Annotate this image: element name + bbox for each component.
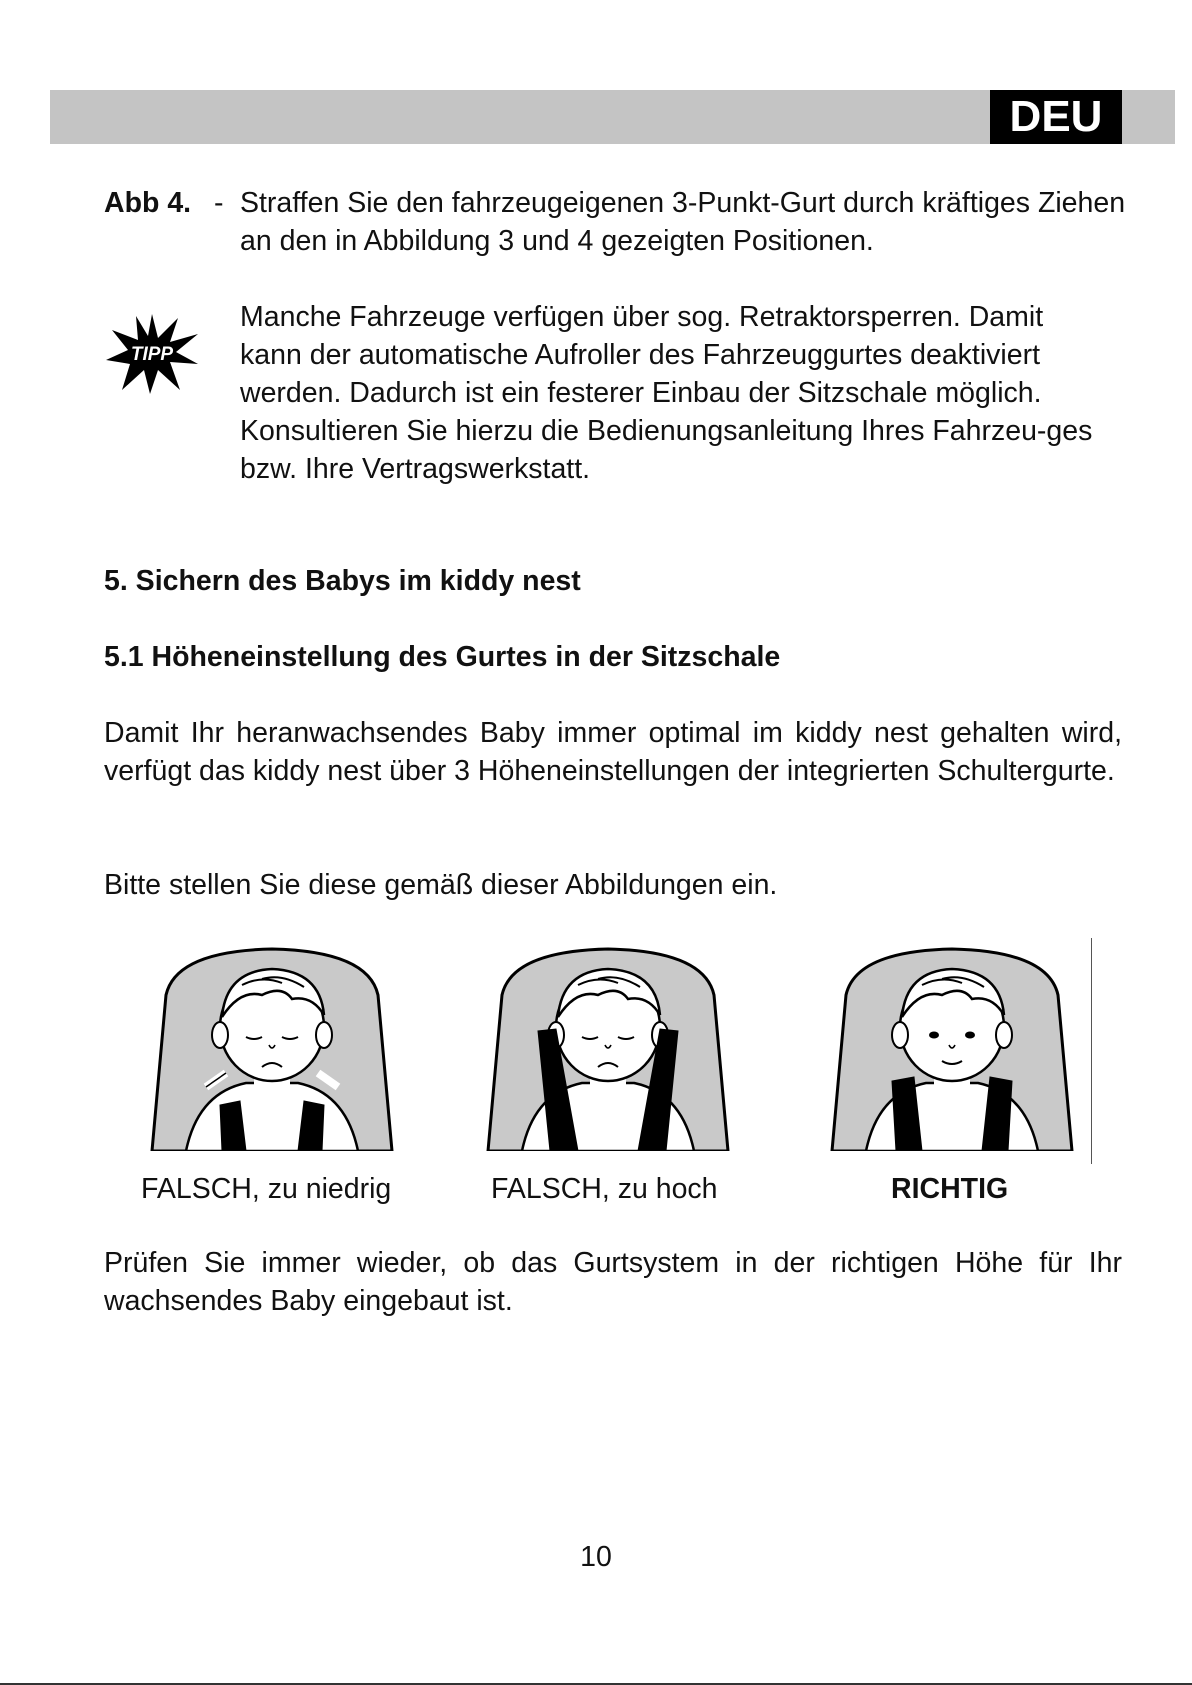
- baby-eye: [965, 1032, 975, 1039]
- tip-text: Manche Fahrzeuge verfügen über sog. Retraktorsperren. Damit kann der automatische Aufroller des Fahrzeuggurtes deaktiviert werden. Dadurch ist ein festerer Einbau der Sitzschale möglich. Konsultieren Sie hierzu die Bedienungsanleitung Ihres Fahrzeu-ges bzw. Ihre Vertragswerkstatt.: [240, 301, 1093, 485]
- baby-ear: [212, 1022, 228, 1048]
- subsection-heading: 5.1 Höheneinstellung des Gurtes in der Sitzschale: [104, 641, 781, 673]
- baby-ear: [316, 1022, 332, 1048]
- baby-eye: [929, 1032, 939, 1039]
- figure-caption: FALSCH, zu hoch: [491, 1173, 718, 1205]
- figure-caption: RICHTIG: [891, 1173, 1009, 1205]
- page-number: 10: [580, 1541, 612, 1573]
- figure-edge-line: [1091, 938, 1092, 1164]
- figure-reference-label: Abb 4.: [104, 187, 192, 219]
- baby-seat-illustration-correct-belt: [822, 945, 1082, 1151]
- body-paragraph: Damit Ihr heranwachsendes Baby immer optimal im kiddy nest gehalten wird, verfügt das kiddy nest über 3 Höheneinstellungen der integrierten Schultergurte.: [104, 717, 1122, 787]
- section-heading: 5. Sichern des Babys im kiddy nest: [104, 565, 581, 597]
- baby-ear: [892, 1022, 908, 1048]
- language-badge: DEU: [990, 90, 1122, 144]
- figure-caption: FALSCH, zu niedrig: [141, 1173, 392, 1205]
- baby-seat-illustration-low-belt: [142, 945, 402, 1151]
- list-dash: -: [214, 187, 224, 219]
- tip-icon-label: TIPP: [130, 344, 174, 365]
- baby-seat-illustration-high-belt: [478, 945, 738, 1151]
- tip-burst-icon: [104, 312, 200, 396]
- body-paragraph: Bitte stellen Sie diese gemäß dieser Abbildungen ein.: [104, 869, 778, 901]
- closing-paragraph: Prüfen Sie immer wieder, ob das Gurtsystem in der richtigen Höhe für Ihr wachsendes Baby eingebaut ist.: [104, 1247, 1122, 1317]
- instruction-text: Straffen Sie den fahrzeugeigenen 3-Punkt-Gurt durch kräftiges Ziehen an den in Abbildung 3 und 4 gezeigten Positionen.: [240, 187, 1126, 257]
- baby-ear: [996, 1022, 1012, 1048]
